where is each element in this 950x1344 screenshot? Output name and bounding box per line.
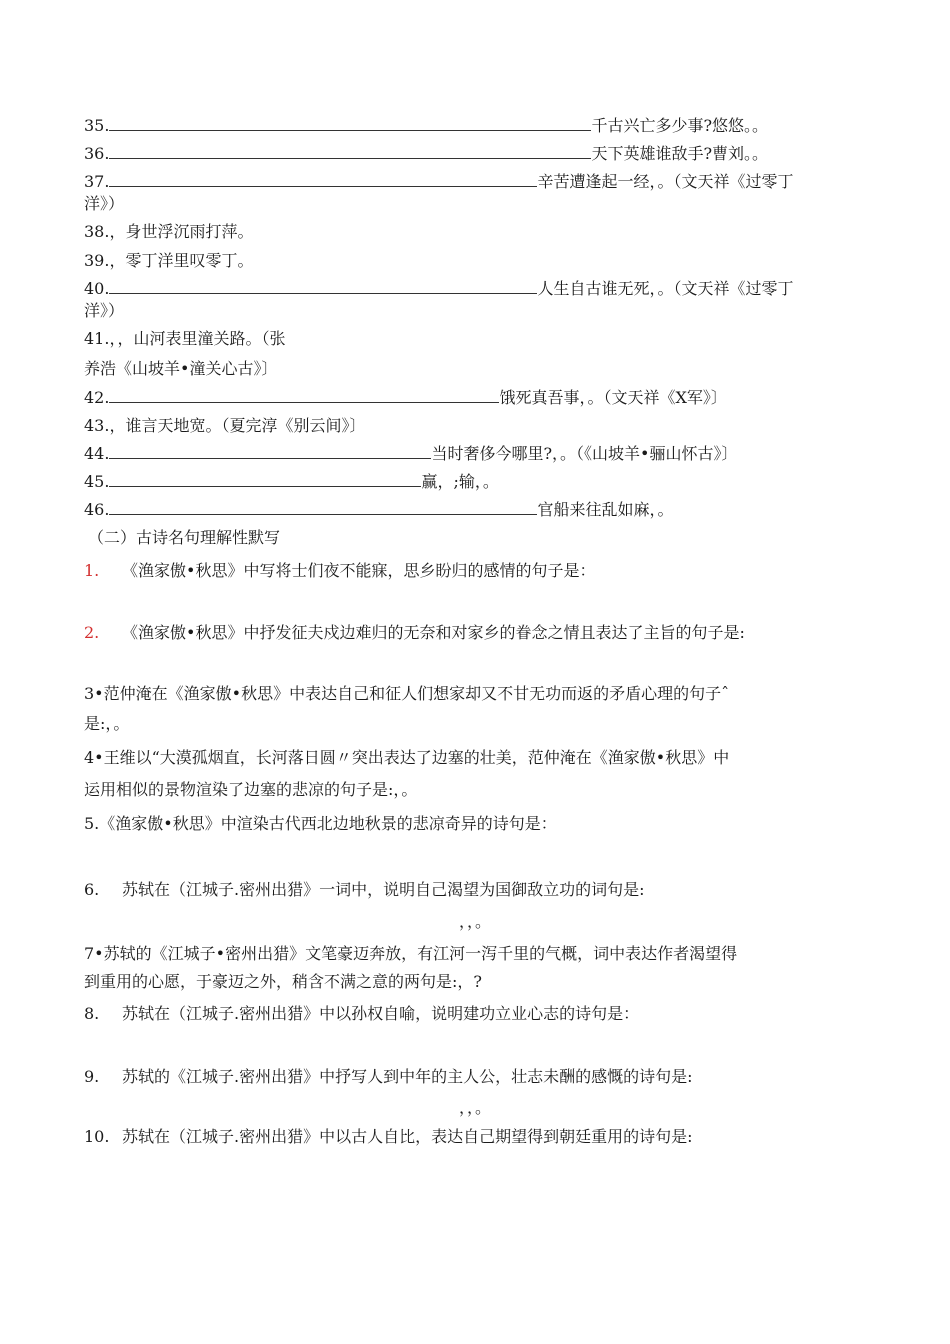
question-4: [84, 747, 729, 769]
item-38: [84, 221, 253, 243]
item-text: ，零丁洋里叹零丁。: [109, 251, 254, 270]
item-text: ，谁言天地宽。（夏完淳《别云间》〕: [109, 416, 366, 435]
question-number: 4•: [84, 748, 104, 767]
answer-blank[interactable]: [109, 443, 431, 459]
question-9-answer-line: ，，。: [458, 1098, 491, 1117]
item-44: [84, 443, 737, 465]
question-text: 苏轼在（江城子.密州出猎》中以孙权自喻，说明建功立业心志的诗句是：: [122, 1004, 640, 1023]
question-1: [84, 560, 595, 582]
question-text: 范仲淹在《渔家傲•秋思》中表达自己和征人们想家却又不甘无功而返的矛盾心理的句子ˆ: [103, 684, 730, 703]
item-number: 36.: [84, 144, 110, 163]
item-text: 千古兴亡多少事?悠悠。。: [591, 116, 769, 135]
question-2: [84, 622, 745, 644]
question-number: 8.: [84, 1004, 100, 1023]
item-text: 当时奢侈今哪里?，。（《山坡羊•骊山怀古》〕: [431, 444, 738, 463]
item-43: [84, 415, 365, 437]
item-41: [84, 328, 285, 350]
question-6-answer-line: ，，。: [458, 912, 491, 931]
item-text: 辛苦遭逢起一经，。（文天祥《过零丁: [537, 172, 794, 191]
item-40: [84, 278, 793, 300]
question-number: 5.: [84, 814, 100, 833]
item-37-continuation: 洋》）: [84, 194, 125, 213]
item-text: 人生自古谁无死，。（文天祥《过零丁: [537, 279, 794, 298]
item-number: 44.: [84, 444, 110, 463]
answer-blank[interactable]: [109, 387, 499, 403]
item-text: 赢，;输，。: [421, 472, 499, 491]
item-number: 43.: [84, 416, 110, 435]
item-42: [84, 387, 727, 409]
question-10: [84, 1126, 692, 1148]
item-number: 37.: [84, 172, 110, 191]
question-number: 7•: [84, 944, 104, 963]
answer-blank[interactable]: [109, 471, 421, 487]
question-number: 3•: [84, 684, 104, 703]
item-number: 35.: [84, 116, 110, 135]
question-text: 《渔家傲•秋思》中抒发征夫戍边难归的无奈和对家乡的眷念之情且表达了主旨的句子是:: [122, 623, 745, 642]
question-7: [84, 943, 737, 965]
answer-blank[interactable]: [109, 115, 591, 131]
question-number: 10.: [84, 1127, 110, 1146]
item-46: [84, 499, 673, 521]
item-41-continuation: 养浩《山坡羊•潼关心古》〕: [84, 359, 278, 378]
question-7-continuation: 到重用的心愿，于豪迈之外，稍含不满之意的两句是:，?: [84, 972, 482, 991]
question-3: [84, 683, 729, 705]
question-text: 苏轼的《江城子.密州出猎》中抒写人到中年的主人公，壮志未酬的感慨的诗句是:: [122, 1067, 693, 1086]
question-6: [84, 879, 644, 901]
item-number: 45.: [84, 472, 110, 491]
question-5: [84, 813, 557, 835]
item-text: 官船来往乱如麻，。: [537, 500, 674, 519]
question-9: [84, 1066, 692, 1088]
item-number: 46.: [84, 500, 110, 519]
item-39: [84, 250, 253, 272]
question-text: 苏轼在（江城子.密州出猎》中以古人自比，表达自己期望得到朝廷重用的诗句是:: [122, 1127, 693, 1146]
question-text: 王维以“大漠孤烟直，长河落日圆〃突出表达了边塞的壮美，范仲淹在《渔家傲•秋思》中: [103, 748, 730, 767]
item-35: [84, 115, 768, 137]
answer-blank[interactable]: [109, 278, 537, 294]
question-number: 1.: [84, 561, 100, 580]
question-3-continuation: 是:，。: [84, 714, 130, 733]
answer-blank[interactable]: [109, 499, 537, 515]
item-text: ，身世浮沉雨打萍。: [109, 222, 254, 241]
question-8: [84, 1003, 639, 1025]
item-45: [84, 471, 499, 493]
item-text: 饿死真吾事，。（文天祥《X军》〕: [499, 388, 727, 407]
item-number: 40.: [84, 279, 110, 298]
question-number: 9.: [84, 1067, 100, 1086]
item-37: [84, 171, 793, 193]
question-number: 2.: [84, 623, 100, 642]
item-number: 41.: [84, 329, 110, 348]
item-number: 39.: [84, 251, 110, 270]
answer-blank[interactable]: [109, 143, 591, 159]
question-text: 苏轼的《江城子•密州出猎》文笔豪迈奔放，有江河一泻千里的气概，词中表达作者渴望得: [103, 944, 738, 963]
question-text: 《渔家傲•秋思》中渲染古代西北边地秋景的悲凉奇异的诗句是：: [99, 814, 557, 833]
question-number: 6.: [84, 880, 100, 899]
answer-blank[interactable]: [109, 171, 537, 187]
item-number: 42.: [84, 388, 110, 407]
question-4-continuation: 运用相似的景物渲染了边塞的悲凉的句子是:，。: [84, 780, 418, 799]
section-title: （二）古诗名句理解性默写: [88, 528, 281, 547]
question-text: 苏轼在（江城子.密州出猎》一词中，说明自己渴望为国御敌立功的词句是:: [122, 880, 645, 899]
item-number: 38.: [84, 222, 110, 241]
item-36: [84, 143, 768, 165]
item-text: 天下英雄谁敌手?曹刘。。: [591, 144, 769, 163]
item-40-continuation: 洋》）: [84, 301, 125, 320]
item-text: ，，山河表里潼关路。（张: [109, 329, 286, 348]
question-text: 《渔家傲•秋思》中写将士们夜不能寐，思乡盼归的感情的句子是：: [122, 561, 596, 580]
